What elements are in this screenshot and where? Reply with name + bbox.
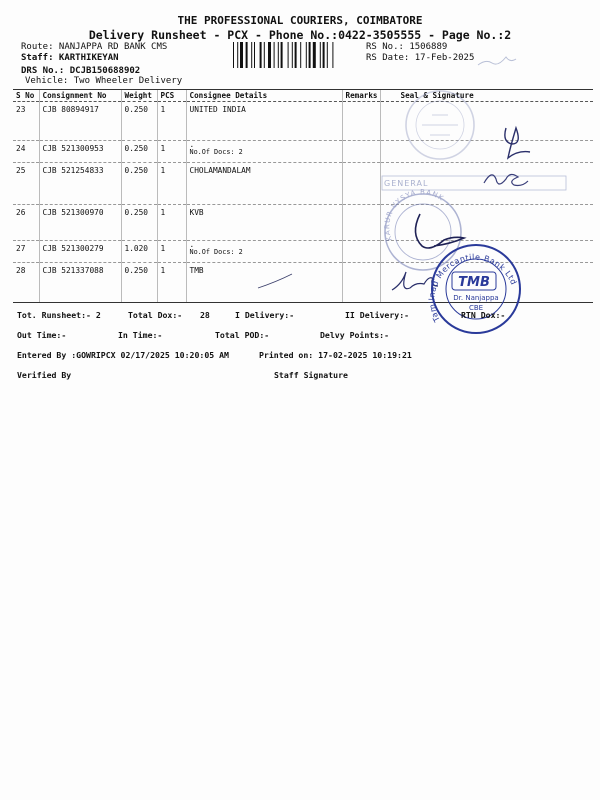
tmb-ring-text: Tamilnad Mercantile Bank Ltd — [427, 252, 519, 324]
cell-consignment: CJB 80894917 — [39, 102, 121, 141]
printed-on: Printed on: 17-02-2025 10:19:21 — [259, 350, 412, 360]
entered-by: Entered By :GOWRIPCX 02/17/2025 10:20:05 AM — [17, 350, 229, 360]
in-time: In Time:- — [118, 330, 163, 340]
cell-pcs: 1 — [157, 263, 186, 303]
tmb-branch-name: Dr. Nanjappa — [453, 294, 499, 302]
cell-consignment: CJB 521300953 — [39, 141, 121, 163]
cell-weight: 0.250 — [121, 205, 157, 241]
consignee-name: . — [189, 140, 195, 149]
header-seal-signature: Seal & Signature — [380, 90, 593, 102]
vehicle-text: Vehicle: Two Wheeler Delivery — [25, 76, 183, 86]
docs-count: No.Of Docs: 2 — [189, 148, 243, 156]
rtn-dox: RTN Dox:- — [461, 310, 506, 320]
karur-vysya-stamp — [383, 188, 461, 270]
rs-number: RS No.: 1506889 — [366, 42, 448, 52]
consignee-name: TMB — [189, 266, 204, 275]
cell-pcs: 1 — [157, 205, 186, 241]
total-dox-label: Total Dox:- — [128, 310, 183, 320]
total-dox-value: 28 — [200, 310, 210, 320]
pen-stroke — [258, 274, 292, 288]
header-sno: S No — [13, 90, 39, 102]
cell-consignment: CJB 521300279 — [39, 241, 121, 263]
cell-sno: 27 — [13, 241, 39, 263]
cell-consignment: CJB 521300970 — [39, 205, 121, 241]
faint-round-stamp — [406, 91, 474, 159]
route-text: Route: NANJAPPA RD BANK CMS — [21, 42, 168, 52]
total-runsheet: Tot. Runsheet:- 2 — [17, 310, 101, 320]
cell-sno: 25 — [13, 163, 39, 205]
company-title: THE PROFESSIONAL COURIERS, COIMBATORE — [177, 14, 423, 27]
cell-weight: 0.250 — [121, 141, 157, 163]
tmb-branch-city: CBE — [468, 304, 484, 312]
header-remarks: Remarks — [342, 90, 380, 102]
cell-consignment: CJB 521337088 — [39, 263, 121, 303]
consignee-name: UNITED INDIA — [189, 105, 246, 114]
cell-sno: 26 — [13, 205, 39, 241]
consignee-name: KVB — [189, 208, 204, 217]
svg-text:KARUR VYSYA BANK — [383, 188, 445, 242]
cell-pcs: 1 — [157, 141, 186, 163]
out-time: Out Time:- — [17, 330, 67, 340]
header-consignment: Consignment No — [39, 90, 121, 102]
header-consignee: Consignee Details — [186, 90, 342, 102]
staff-text: Staff: KARTHIKEYAN — [21, 53, 119, 63]
rs-date: RS Date: 17-Feb-2025 — [366, 53, 475, 63]
cell-sno: 24 — [13, 141, 39, 163]
i-delivery: I Delivery:- — [235, 310, 295, 320]
header-pcs: PCS — [157, 90, 186, 102]
general-stamp-text: GENERAL — [384, 179, 429, 188]
cell-pcs: 1 — [157, 102, 186, 141]
cell-sno: 23 — [13, 102, 39, 141]
ii-delivery: II Delivery:- — [345, 310, 410, 320]
cell-pcs: 1 — [157, 163, 186, 205]
tmb-logo-text: TMB — [458, 275, 490, 290]
cell-pcs: 1 — [157, 241, 186, 263]
total-pod: Total POD:- — [215, 330, 270, 340]
consignee-name: . — [189, 240, 195, 249]
consignee-name: CHOLAMANDALAM — [189, 166, 251, 175]
cell-sno: 28 — [13, 263, 39, 303]
runsheet-title: Delivery Runsheet - PCX - Phone No.:0422-3505555 - Page No.:2 — [88, 28, 512, 42]
verified-by: Verified By — [17, 370, 72, 380]
signature-row26 — [415, 214, 464, 248]
faint-handwriting — [478, 57, 516, 65]
header-weight: Weight — [121, 90, 157, 102]
docs-count: No.Of Docs: 2 — [189, 248, 243, 256]
cell-weight: 0.250 — [121, 163, 157, 205]
staff-signature: Staff Signature — [274, 370, 348, 380]
signature-row23 — [505, 128, 530, 158]
cell-weight: 0.250 — [121, 263, 157, 303]
delivery-points: Delvy Points:- — [320, 330, 390, 340]
cell-weight: 1.020 — [121, 241, 157, 263]
karur-ring-text: KARUR VYSYA BANK — [383, 188, 446, 243]
drs-number: DRS No.: DCJB150688902 — [21, 66, 141, 76]
cell-consignment: CJB 521254833 — [39, 163, 121, 205]
cell-weight: 0.250 — [121, 102, 157, 141]
